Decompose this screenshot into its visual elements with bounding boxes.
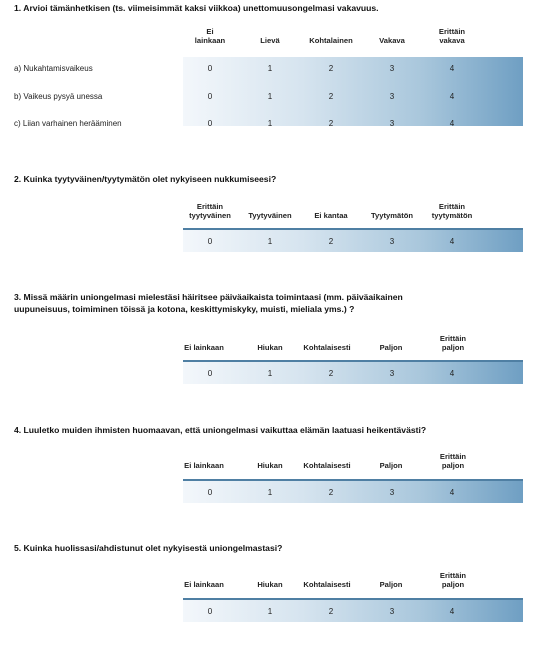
option-header-3: Paljon bbox=[379, 343, 403, 352]
option-header-3: Paljon bbox=[379, 580, 403, 589]
scale-option-4[interactable]: 4 bbox=[449, 488, 455, 497]
option-header-0: Ei lainkaan bbox=[184, 580, 224, 589]
scale-option-2[interactable]: 2 bbox=[328, 237, 334, 246]
option-header-3: Tyytymätön bbox=[370, 211, 414, 220]
option-header-4: Erittäin paljon bbox=[439, 334, 467, 352]
scale-option-3[interactable]: 3 bbox=[389, 237, 395, 246]
question-3-title-line-1: 3. Missä määrin uniongelmasi mielestäsi häiritsee päiväaikaista toimintaasi (mm. päiväaikainen bbox=[14, 292, 403, 302]
option-header-0: Ei lainkaan bbox=[184, 461, 224, 470]
option-header-1: Hiukan bbox=[257, 461, 283, 470]
scale-option-1[interactable]: 1 bbox=[267, 92, 273, 101]
option-header-2: Kohtalaisesti bbox=[303, 343, 351, 352]
scale-option-3[interactable]: 3 bbox=[389, 369, 395, 378]
option-header-1: Lievä bbox=[260, 36, 280, 45]
scale-option-2[interactable]: 2 bbox=[328, 92, 334, 101]
option-header-3: Vakava bbox=[379, 36, 405, 45]
option-header-0: Ei lainkaan bbox=[194, 27, 226, 45]
scale-option-1[interactable]: 1 bbox=[267, 488, 273, 497]
question-2-scale-band bbox=[183, 228, 523, 252]
scale-option-3[interactable]: 3 bbox=[389, 92, 395, 101]
scale-option-2[interactable]: 2 bbox=[328, 64, 334, 73]
option-header-2: Kohtalaisesti bbox=[303, 461, 351, 470]
question-5-title: 5. Kuinka huolissasi/ahdistunut olet nykyisestä uniongelmastasi? bbox=[14, 543, 283, 553]
option-header-2: Kohtalainen bbox=[309, 36, 353, 45]
question-4-title: 4. Luuletko muiden ihmisten huomaavan, että uniongelmasi vaikuttaa elämän laatuasi heikentävästi? bbox=[14, 425, 427, 435]
option-header-2: Ei kantaa bbox=[314, 211, 348, 220]
scale-option-2[interactable]: 2 bbox=[328, 488, 334, 497]
scale-option-0[interactable]: 0 bbox=[207, 119, 213, 128]
scale-option-1[interactable]: 1 bbox=[267, 64, 273, 73]
option-header-1: Hiukan bbox=[257, 343, 283, 352]
scale-option-0[interactable]: 0 bbox=[207, 369, 213, 378]
scale-option-4[interactable]: 4 bbox=[449, 369, 455, 378]
scale-option-1[interactable]: 1 bbox=[267, 369, 273, 378]
scale-option-4[interactable]: 4 bbox=[449, 607, 455, 616]
question-1-title: 1. Arvioi tämänhetkisen (ts. viimeisimmät kaksi viikkoa) unettomuusongelmasi vakavuus. bbox=[14, 3, 379, 13]
scale-option-3[interactable]: 3 bbox=[389, 488, 395, 497]
scale-option-3[interactable]: 3 bbox=[389, 64, 395, 73]
scale-option-2[interactable]: 2 bbox=[328, 607, 334, 616]
scale-option-0[interactable]: 0 bbox=[207, 607, 213, 616]
scale-option-0[interactable]: 0 bbox=[207, 64, 213, 73]
question-1-row-a-label: a) Nukahtamisvaikeus bbox=[14, 64, 93, 73]
scale-option-1[interactable]: 1 bbox=[267, 607, 273, 616]
scale-option-2[interactable]: 2 bbox=[328, 369, 334, 378]
scale-option-1[interactable]: 1 bbox=[267, 119, 273, 128]
question-3-title-line-2: uupuneisuus, toimiminen töissä ja kotona, keskittymiskyky, muisti, mieliala yms.) ? bbox=[14, 303, 355, 314]
option-header-4: Erittäin vakava bbox=[438, 27, 466, 45]
option-header-1: Hiukan bbox=[257, 580, 283, 589]
option-header-1: Tyytyväinen bbox=[248, 211, 292, 220]
option-header-4: Erittäin paljon bbox=[439, 452, 467, 470]
option-header-2: Kohtalaisesti bbox=[303, 580, 351, 589]
option-header-3: Paljon bbox=[379, 461, 403, 470]
option-header-0: Erittäin tyytyväinen bbox=[189, 202, 231, 220]
scale-option-0[interactable]: 0 bbox=[207, 237, 213, 246]
scale-option-4[interactable]: 4 bbox=[449, 92, 455, 101]
question-5-scale-band bbox=[183, 598, 523, 622]
question-1-row-c-label: c) Liian varhainen herääminen bbox=[14, 119, 122, 128]
scale-option-4[interactable]: 4 bbox=[449, 119, 455, 128]
question-4-scale-band bbox=[183, 479, 523, 503]
option-header-4: Erittäin tyytymätön bbox=[431, 202, 473, 220]
question-1-row-b-label: b) Vaikeus pysyä unessa bbox=[14, 92, 103, 101]
scale-option-3[interactable]: 3 bbox=[389, 607, 395, 616]
question-3-scale-band bbox=[183, 360, 523, 384]
scale-option-0[interactable]: 0 bbox=[207, 488, 213, 497]
question-2-title: 2. Kuinka tyytyväinen/tyytymätön olet nykyiseen nukkumiseesi? bbox=[14, 174, 277, 184]
scale-option-1[interactable]: 1 bbox=[267, 237, 273, 246]
question-3-title bbox=[14, 292, 524, 315]
option-header-4: Erittäin paljon bbox=[439, 571, 467, 589]
scale-option-2[interactable]: 2 bbox=[328, 119, 334, 128]
scale-option-4[interactable]: 4 bbox=[449, 237, 455, 246]
scale-option-4[interactable]: 4 bbox=[449, 64, 455, 73]
question-1-scale-band bbox=[183, 57, 523, 126]
scale-option-3[interactable]: 3 bbox=[389, 119, 395, 128]
option-header-0: Ei lainkaan bbox=[184, 343, 224, 352]
scale-option-0[interactable]: 0 bbox=[207, 92, 213, 101]
